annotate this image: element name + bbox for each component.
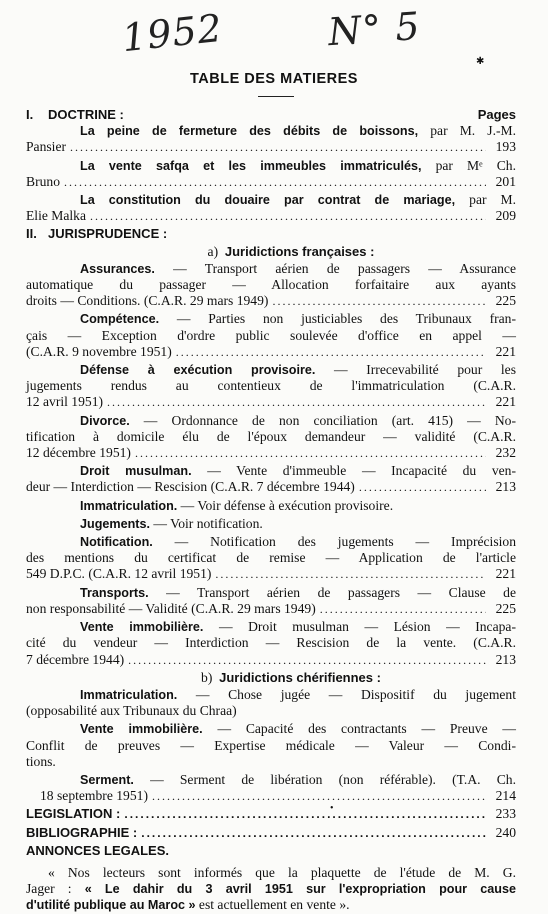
entry-author-cont: Pansier bbox=[26, 139, 67, 155]
title-underline bbox=[258, 96, 294, 97]
leader-dots bbox=[90, 208, 486, 224]
leader-dots bbox=[141, 825, 486, 841]
entry-keyword: Vente immobilière. bbox=[80, 722, 203, 737]
toc-entry-doctrine-2 bbox=[26, 158, 516, 190]
leader-dots bbox=[176, 344, 486, 360]
entry-text: — Transport aérien de passagers — Assurance bbox=[154, 260, 516, 276]
leader-dots bbox=[152, 788, 486, 804]
entry-text-last: deur — Interdiction — Rescision (C.A.R. 7 décembre 1944) bbox=[26, 479, 355, 495]
leader-dots bbox=[64, 174, 486, 190]
leader-dots bbox=[359, 479, 486, 495]
entry-keyword: Droit musulman. bbox=[80, 464, 192, 479]
entry-text-last: (C.A.R. 9 novembre 1951) bbox=[26, 343, 172, 359]
page-number: 232 bbox=[495, 445, 516, 461]
subsection-label: Juridictions françaises : bbox=[224, 243, 375, 259]
page-number: 209 bbox=[495, 208, 516, 224]
toc-entry-vente-immobiliere bbox=[26, 619, 516, 668]
entry-text-last: 12 avril 1951) bbox=[26, 394, 104, 410]
section-number: I. bbox=[26, 107, 34, 122]
subsection-letter: a) bbox=[207, 243, 219, 259]
ink-speck: • bbox=[330, 803, 334, 814]
toc-entry-competence bbox=[26, 311, 516, 360]
entry-text-line: Conflit de preuves — Expertise médicale — Valeur — Condi- bbox=[26, 737, 516, 753]
entry-author: par Mᵉ Ch. bbox=[421, 157, 516, 173]
page-number: 225 bbox=[495, 600, 516, 616]
leader-dots bbox=[124, 806, 486, 822]
entry-title: La vente safqa et les immeubles immatriculés, bbox=[80, 158, 422, 173]
leader-dots bbox=[320, 601, 486, 617]
entry-author-cont: Elie Malka bbox=[26, 208, 87, 224]
page-number: 214 bbox=[495, 788, 516, 804]
entry-text: — Parties non justiciables des Tribunaux fran- bbox=[159, 311, 516, 327]
reader-notice bbox=[26, 865, 516, 914]
entry-keyword: Compétence. bbox=[80, 312, 160, 327]
toc-entry-jugements-ref bbox=[26, 516, 516, 532]
entry-text: — Notification des jugements — Imprécision bbox=[152, 534, 516, 550]
handwritten-year: 1952 bbox=[119, 5, 225, 61]
entry-text-last: non responsabilité — Validité (C.A.R. 29 mars 1949) bbox=[26, 600, 316, 616]
page-number: 221 bbox=[495, 394, 516, 410]
section-doctrine-heading bbox=[26, 107, 516, 123]
entry-keyword: Transports. bbox=[80, 585, 149, 600]
notice-bold-title: d'utilité publique au Maroc » bbox=[26, 898, 196, 913]
entry-text: — Transport aérien de passagers — Clause de bbox=[148, 584, 516, 600]
toc-entry-vente-immobiliere-ch bbox=[26, 721, 516, 770]
entry-text-last: droits — Conditions. (C.A.R. 29 mars 1949) bbox=[26, 293, 269, 309]
toc-entry-immatriculation-chraa bbox=[26, 687, 516, 719]
entry-keyword: Immatriculation. bbox=[80, 498, 178, 513]
subsection-label: Juridictions chérifiennes : bbox=[219, 669, 381, 685]
entry-keyword: Défense à exécution provisoire. bbox=[80, 363, 316, 378]
section-label: ANNONCES LEGALES. bbox=[26, 842, 170, 858]
entry-text: — Voir défense à exécution provisoire. bbox=[177, 497, 394, 513]
entry-text: — Serment de libération (non référable). (T.A. Ch. bbox=[133, 771, 516, 787]
entry-title: La peine de fermeture des débits de boissons, bbox=[80, 124, 419, 139]
entry-keyword: Vente immobilière. bbox=[80, 620, 204, 635]
entry-keyword: Immatriculation. bbox=[80, 687, 178, 702]
toc-entry-serment bbox=[26, 772, 516, 804]
entry-text-last: 18 septembre 1951) bbox=[40, 788, 148, 804]
page-number: 201 bbox=[495, 173, 516, 189]
entry-text: — Irrecevabilité pour les bbox=[315, 362, 516, 378]
ink-mark: ✱ bbox=[476, 56, 485, 67]
page-number: 213 bbox=[495, 651, 516, 667]
section-label: DOCTRINE : bbox=[48, 107, 124, 122]
subsection-b-heading bbox=[26, 670, 516, 686]
entry-keyword: Assurances. bbox=[80, 261, 155, 276]
leader-dots bbox=[70, 139, 486, 155]
leader-dots bbox=[272, 293, 486, 309]
entry-text-line: cité du vendeur — Interdiction — Rescision de la vente. (C.A.R. bbox=[26, 635, 516, 651]
entry-author: par M. J.-M. bbox=[418, 123, 516, 139]
entry-text: — Voir notification. bbox=[150, 515, 263, 531]
subsection-a-heading bbox=[26, 244, 516, 260]
section-label: JURISPRUDENCE : bbox=[48, 226, 168, 242]
entry-text-line: tions. bbox=[26, 753, 56, 769]
leader-dots bbox=[135, 445, 486, 461]
page-number: 225 bbox=[495, 293, 516, 309]
toc-entry-immatriculation-ref bbox=[26, 498, 516, 514]
entry-author-cont: Bruno bbox=[26, 173, 60, 189]
entry-text-last: 549 D.P.C. (C.A.R. 12 avril 1951) bbox=[26, 566, 212, 582]
toc-entry-droit-musulman bbox=[26, 463, 516, 495]
page-number: 221 bbox=[495, 566, 516, 582]
toc-entry-defense-execution bbox=[26, 362, 516, 411]
entry-keyword: Notification. bbox=[80, 535, 153, 550]
toc-entry-doctrine-1 bbox=[26, 123, 516, 155]
section-number: II. bbox=[26, 226, 37, 242]
table-of-contents bbox=[26, 105, 516, 914]
toc-entry-notification bbox=[26, 534, 516, 583]
page-number: 240 bbox=[495, 824, 516, 840]
entry-text: — Chose jugée — Dispositif du jugement bbox=[177, 686, 516, 702]
notice-bold-title: « Le dahir du 3 avril 1951 sur l'expropriation pour cause bbox=[84, 882, 516, 897]
page-number: 193 bbox=[495, 139, 516, 155]
notice-line: « Nos lecteurs sont informés que la plaquette de l'étude de M. G. bbox=[48, 864, 516, 880]
toc-entry-divorce bbox=[26, 413, 516, 462]
entry-text-line: çais — Exception d'ordre public soulevée d'office en appel — bbox=[26, 327, 516, 343]
section-label: BIBLIOGRAPHIE : bbox=[26, 824, 138, 840]
toc-entry-assurances bbox=[26, 261, 516, 310]
entry-keyword: Serment. bbox=[80, 772, 134, 787]
entry-keyword: Divorce. bbox=[80, 413, 130, 428]
entry-text: — Vente d'immeuble — Incapacité du ven- bbox=[191, 463, 516, 479]
leader-dots bbox=[128, 652, 486, 668]
section-legislation bbox=[26, 806, 516, 822]
entry-text: — Ordonnance de non conciliation (art. 415) — No- bbox=[129, 412, 516, 428]
toc-entry-doctrine-3 bbox=[26, 192, 516, 224]
page-number: 213 bbox=[495, 479, 516, 495]
entry-author: par M. bbox=[455, 192, 516, 208]
section-label: LEGISLATION : bbox=[26, 806, 121, 822]
notice-text: Jager : bbox=[26, 881, 85, 897]
entry-text-line: automatique du passager — Allocation forfaitaire aux ayants bbox=[26, 277, 516, 293]
handwritten-issue-number: N° 5 bbox=[326, 3, 422, 55]
notice-line bbox=[26, 881, 516, 897]
entry-text-last: 12 décembre 1951) bbox=[26, 445, 131, 461]
subsection-letter: b) bbox=[201, 669, 213, 685]
entry-text-line: des mentions du certificat de remise — Application de l'article bbox=[26, 550, 516, 566]
leader-dots bbox=[215, 566, 486, 582]
entry-text-line: tification à domicile élu de l'époux demandeur — validité (C.A.R. bbox=[26, 428, 516, 444]
section-bibliographie bbox=[26, 825, 516, 841]
toc-entry-transports bbox=[26, 585, 516, 617]
entry-text-line: (opposabilité aux Tribunaux du Chraa) bbox=[26, 703, 237, 719]
notice-text: est actuellement en vente ». bbox=[195, 897, 350, 913]
leader-dots bbox=[107, 394, 486, 410]
section-annonces-legales bbox=[26, 843, 516, 859]
entry-text: — Droit musulman — Lésion — Incapa- bbox=[203, 619, 516, 635]
page-number: 221 bbox=[495, 343, 516, 359]
section-jurisprudence-heading bbox=[26, 226, 516, 242]
entry-text-line: jugements rendus au contentieux de l'immatriculation (C.A.R. bbox=[26, 378, 516, 394]
entry-title: La constitution du douaire par contrat de mariage, bbox=[80, 193, 456, 208]
entry-text-last: 7 décembre 1944) bbox=[26, 651, 125, 667]
entry-keyword: Jugements. bbox=[80, 516, 150, 531]
page-title: TABLE DES MATIERES bbox=[190, 71, 358, 87]
entry-text: — Capacité des contractants — Preuve — bbox=[202, 721, 516, 737]
page-number: 233 bbox=[495, 806, 516, 822]
pages-column-header: Pages bbox=[477, 107, 516, 122]
